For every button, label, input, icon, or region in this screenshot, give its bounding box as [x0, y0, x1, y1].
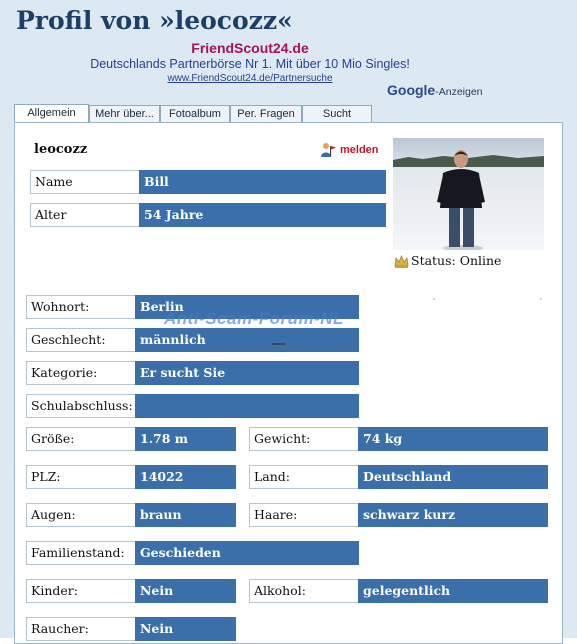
field-alkohol: [249, 579, 548, 603]
watermark-text: Anti-Scam-Forum-NL: [164, 309, 344, 328]
field-alter: [30, 203, 386, 227]
field-value: Nein: [135, 617, 236, 641]
field-kategorie: [26, 361, 359, 385]
ad-block[interactable]: [0, 40, 500, 85]
field-familienstand: [26, 541, 359, 565]
person-flag-icon: [320, 142, 336, 158]
field-raucher: [26, 617, 236, 641]
field-haare: [249, 503, 548, 527]
profile-photo-image: [393, 138, 544, 250]
field-label: Schulabschluss:: [26, 394, 135, 418]
field-value: 1.78 m: [135, 427, 236, 451]
field-value: Er sucht Sie: [135, 361, 359, 385]
field-land: [249, 465, 548, 489]
field-value: Deutschland: [358, 465, 548, 489]
dash-mark: [272, 343, 285, 345]
field-value: Nein: [135, 579, 236, 603]
google-ads-suffix: -Anzeigen: [435, 86, 483, 98]
field-kinder: [26, 579, 236, 603]
field-label: Alkohol:: [249, 579, 358, 603]
field-label: Raucher:: [26, 617, 135, 641]
field-label: Name: [30, 170, 139, 194]
tab-sucht[interactable]: Sucht: [302, 105, 372, 122]
google-ads-label[interactable]: [387, 82, 483, 100]
dot-mark: [433, 298, 435, 300]
ad-brand[interactable]: FriendScout24.de: [191, 40, 309, 56]
field-value: Bill: [139, 170, 386, 194]
field-label: Alter: [30, 203, 139, 227]
crown-icon: [394, 254, 409, 269]
tab-per-fragen[interactable]: Per. Fragen: [230, 105, 302, 122]
field-value: 54 Jahre: [139, 203, 386, 227]
field-label: PLZ:: [26, 465, 135, 489]
field-label: Größe:: [26, 427, 135, 451]
field-plz: [26, 465, 236, 489]
tab-mehr-ueber[interactable]: Mehr über...: [89, 105, 160, 122]
google-logo: Google: [387, 82, 436, 98]
field-value: 74 kg: [358, 427, 548, 451]
field-geschlecht: [26, 328, 359, 352]
field-label: Kategorie:: [26, 361, 135, 385]
ad-link[interactable]: www.FriendScout24.de/Partnersuche: [167, 73, 333, 84]
field-groesse: [26, 427, 236, 451]
field-schulabschluss: [26, 394, 359, 418]
status-text: Status: Online: [411, 253, 502, 268]
page-title: Profil von »leocozz«: [16, 6, 293, 35]
field-label: Kinder:: [26, 579, 135, 603]
field-value: gelegentlich: [358, 579, 548, 603]
field-label: Haare:: [249, 503, 358, 527]
field-value: braun: [135, 503, 236, 527]
profile-username: leocozz: [34, 142, 88, 157]
field-label: Wohnort:: [26, 295, 135, 319]
online-status: [394, 253, 501, 269]
report-button[interactable]: [320, 142, 379, 158]
tab-fotoalbum[interactable]: Fotoalbum: [160, 105, 230, 122]
field-value: 14022: [135, 465, 236, 489]
field-label: Augen:: [26, 503, 135, 527]
profile-photo[interactable]: [393, 138, 544, 250]
field-value: schwarz kurz: [358, 503, 548, 527]
ad-tagline[interactable]: Deutschlands Partnerbörse Nr 1. Mit über 10 Mio Singles!: [90, 57, 410, 71]
tab-allgemein[interactable]: Allgemein: [14, 104, 89, 123]
field-label: Land:: [249, 465, 358, 489]
field-augen: [26, 503, 236, 527]
field-value: [135, 394, 359, 418]
field-value: Geschieden: [135, 541, 359, 565]
report-label: melden: [340, 144, 379, 156]
field-label: Familienstand:: [26, 541, 135, 565]
field-name: [30, 170, 386, 194]
field-label: Geschlecht:: [26, 328, 135, 352]
field-label: Gewicht:: [249, 427, 358, 451]
field-gewicht: [249, 427, 548, 451]
field-value: Berlin: [135, 295, 359, 319]
dot-mark: [540, 298, 542, 300]
field-value: männlich: [135, 328, 359, 352]
